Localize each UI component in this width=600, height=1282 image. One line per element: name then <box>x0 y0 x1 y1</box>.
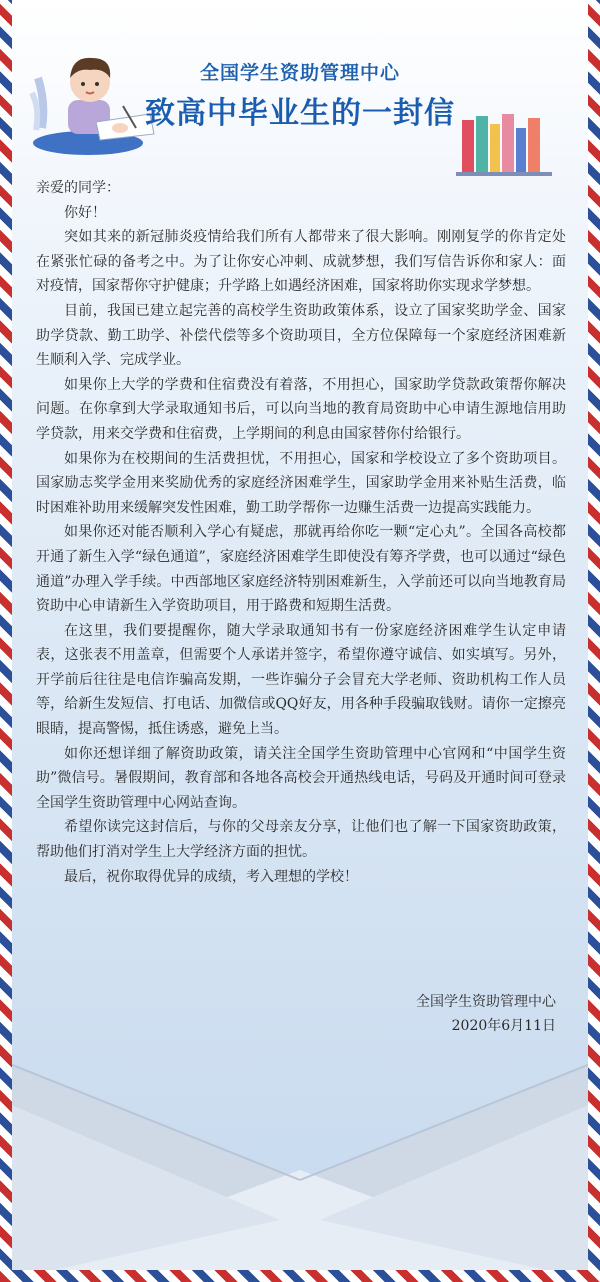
paragraph: 最后，祝你取得优异的成绩，考入理想的学校！ <box>64 868 358 885</box>
paragraph: 目前，我国已建立起完善的高校学生资助政策体系，设立了国家奖助学金、国家助学贷款、勤工助学、补偿代偿等多个资助项目，全方位保障每一个家庭经济困难新生顺利入学、完成学业。 <box>36 302 566 369</box>
letter-title: 致高中毕业生的一封信 <box>145 96 455 131</box>
airmail-stripe-bottom <box>0 1270 600 1282</box>
paragraph: 如果你还对能否顺利入学心有疑虑，那就再给你吃一颗“定心丸”。全国各高校都开通了新生入学“绿色通道”，家庭经济困难学生即使没有筹齐学费，也可以通过“绿色通道”办理入学手续。中西部地区家庭经济特别困难新生，入学前还可以向当地教育局资助中心申请新生入学资助项目，用于路费和短期生活费。 <box>36 524 566 615</box>
paragraph: 如果你为在校期间的生活费担忧，不用担心，国家和学校设立了多个资助项目。国家励志奖学金用来奖励优秀的家庭经济困难学生，国家助学金用来补贴生活费，临时困难补助用来缓解突发性困难，勤工助学帮你一边赚生活费一边提高实践能力。 <box>36 450 566 516</box>
letter-body <box>36 176 566 889</box>
envelope-illustration <box>0 1060 600 1282</box>
books-stack-illustration <box>456 110 556 176</box>
signature-date: 2020年6月11日 <box>451 1018 556 1034</box>
paragraph: 在这里，我们要提醒你，随大学录取通知书有一份家庭经济困难学生认定申请表，这张表不用盖章，但需要个人承诺并签字，希望你遵守诚信、如实填写。另外，开学前后往往是电信诈骗高发期，一些诈骗分子会冒充大学老师、资助机构工作人员等，给新生发短信、打电话、加微信或QQ好友，用各种手段骗取钱财。请你一定擦亮眼睛，提高警惕，抵住诱惑，避免上当。 <box>36 622 566 738</box>
salutation: 亲爱的同学： <box>36 180 120 196</box>
airmail-stripe-left <box>0 0 12 1282</box>
paragraph: 突如其来的新冠肺炎疫情给我们所有人都带来了很大影响。刚刚复学的你肯定处在紧张忙碌的备考之中。为了让你安心冲刺、成就梦想，我们写信告诉你和家人：面对疫情，国家帮你守护健康；升学路上如遇经济困难，国家将助你实现求学梦想。 <box>36 229 566 295</box>
letter-header <box>0 0 600 170</box>
signature-org: 全国学生资助管理中心 <box>416 994 556 1010</box>
signature-block <box>416 990 556 1038</box>
paragraph: 如果你上大学的学费和住宿费没有着落，不用担心，国家助学贷款政策帮你解决问题。在你拿到大学录取通知书后，可以向当地的教育局资助中心申请生源地信用助学贷款，用来交学费和住宿费，上学期间的利息由国家替你付给银行。 <box>36 376 566 442</box>
greeting: 你好！ <box>64 204 106 221</box>
paragraph: 如你还想详细了解资助政策，请关注全国学生资助管理中心官网和“中国学生资助”微信号。暑假期间，教育部和各地各高校会开通热线电话，号码及开通时间可登录全国学生资助管理中心网站查询。 <box>36 745 566 811</box>
airmail-stripe-right <box>588 0 600 1282</box>
organization-name: 全国学生资助管理中心 <box>199 62 400 84</box>
paragraph: 希望你读完这封信后，与你的父母亲友分享，让他们也了解一下国家资助政策，帮助他们打消对学生上大学经济方面的担忧。 <box>36 819 566 861</box>
